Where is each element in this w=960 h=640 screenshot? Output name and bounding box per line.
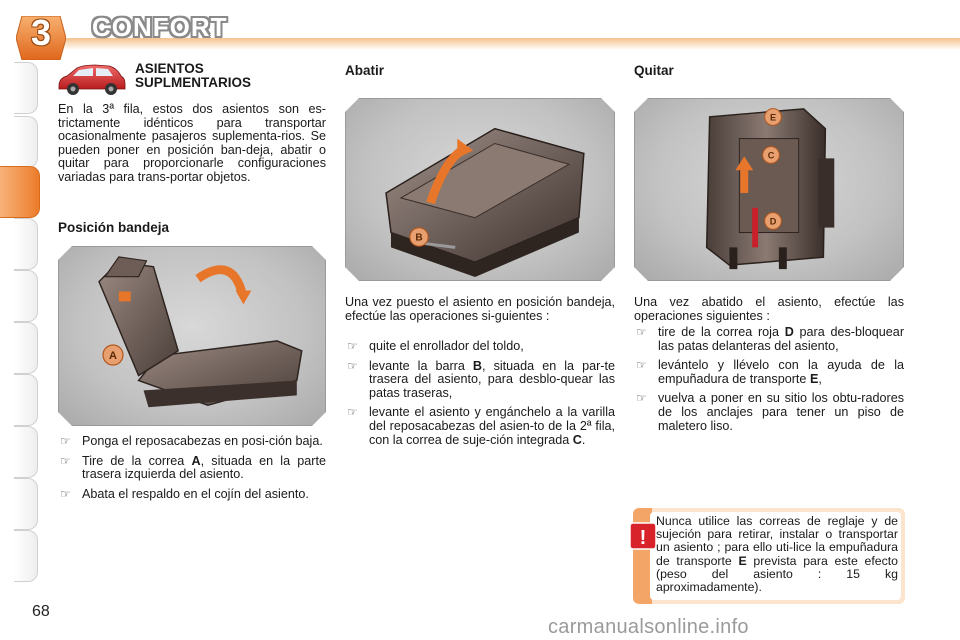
- middle-intro-paragraph: Una vez puesto el asiento en posición bandeja, efectúe las operaciones si-guientes :: [345, 295, 615, 323]
- chapter-tab-9[interactable]: [14, 478, 38, 530]
- pointing-hand-icon: ☞: [347, 358, 358, 373]
- bullet-text-post: ,: [818, 371, 822, 386]
- warning-text-bold: E: [738, 553, 747, 568]
- bullet-text-bold: B: [472, 358, 483, 373]
- bullet-text-bold: C: [572, 432, 582, 447]
- bullet-text: Ponga el reposacabezas en posi-ción baja.: [82, 434, 323, 448]
- chapter-tab-6[interactable]: [14, 322, 38, 374]
- pointing-hand-icon: ☞: [347, 339, 358, 353]
- bullet-text-pre: tire de la correa roja: [658, 325, 785, 339]
- chapter-tab-3-active[interactable]: [0, 166, 40, 218]
- left-bullet-list: [58, 435, 326, 507]
- list-item: [634, 392, 904, 433]
- pointing-hand-icon: ☞: [636, 391, 647, 406]
- callout-b-label: B: [415, 232, 423, 244]
- bullet-text: quite el enrollador del toldo,: [369, 339, 524, 353]
- bullet-text-bold: A: [191, 453, 201, 468]
- callout-c-label: C: [767, 150, 775, 161]
- callout-c-icon: [761, 145, 781, 165]
- list-item: [58, 455, 326, 482]
- callout-a-label: A: [109, 350, 117, 362]
- chapter-tab-1[interactable]: [14, 62, 38, 114]
- bullet-text: [658, 325, 904, 353]
- chapter-tab-7[interactable]: [14, 374, 38, 426]
- callout-b-icon: [408, 226, 430, 248]
- bullet-text: vuelva a poner en su sitio los obtu-radores de los anclajes para tener un piso de maletero liso.: [658, 391, 904, 433]
- exclamation-icon: [629, 522, 657, 550]
- pointing-hand-icon: ☞: [60, 486, 71, 501]
- page-title: CONFORT: [92, 12, 228, 42]
- bullet-text: [82, 454, 326, 482]
- pointing-hand-icon: ☞: [60, 453, 71, 468]
- chapter-tab-4[interactable]: [14, 218, 38, 270]
- list-item: [58, 488, 326, 502]
- heading-abatir: Abatir: [345, 63, 385, 78]
- callout-d-label: D: [769, 216, 777, 227]
- warning-text: [656, 515, 898, 594]
- warning-icon-label: !: [639, 527, 647, 549]
- page-header: [0, 0, 960, 53]
- bullet-text: Abata el respaldo en el cojín del asiento.: [82, 486, 309, 501]
- callout-e-label: E: [769, 112, 777, 123]
- list-item: [345, 406, 615, 447]
- pointing-hand-icon: ☞: [60, 434, 71, 448]
- bullet-text-pre: levántelo y llévelo con la ayuda de la empuñadura de transporte: [658, 358, 904, 386]
- pointing-hand-icon: ☞: [347, 405, 358, 420]
- bullet-text-pre: levante el asiento y engánchelo a la varilla del reposacabezas del asien-to de la 2ª fila, con la correa de suje-ción integrada: [369, 405, 615, 447]
- chapter-number: 3: [30, 12, 52, 53]
- list-item: [345, 360, 615, 401]
- callout-d-icon: [763, 211, 783, 231]
- bullet-text-post: .: [581, 432, 586, 447]
- chapter-tab-2[interactable]: [14, 116, 38, 168]
- list-item: [345, 340, 615, 354]
- chapter-tab-10[interactable]: [14, 530, 38, 582]
- bullet-text-pre: Tire de la correa: [82, 453, 192, 468]
- warning-text-pre: Nunca utilice las correas de reglaje y de sujeción para retirar, instalar o transportar un asiento ; para ello uti-lice la empuñadura de transporte: [656, 514, 898, 568]
- seat-remove-image: [634, 98, 904, 281]
- list-item: [634, 359, 904, 386]
- subheading-posicion-bandeja: Posición bandeja: [58, 220, 170, 235]
- list-item: [58, 435, 326, 449]
- list-item: [634, 326, 904, 353]
- right-bullet-list: [634, 326, 904, 439]
- bullet-text-post: , situada en la par-te trasera del asiento, para desblo-quear las patas traseras,: [369, 358, 615, 400]
- bullet-text-pre: levante la barra: [369, 358, 473, 373]
- warning-text-post: prevista para este efecto (peso del asiento : 15 kg aproximadamente).: [656, 553, 898, 595]
- intro-paragraph: En la 3ª fila, estos dos asientos son es-trictamente idénticos para transportar ocasionalmente pasajeros suplementa-rios. Se pueden poner en posición ban-deja, abatir o quitar para proporcionarle configuraciones variadas para trans-portar objetos.: [58, 102, 326, 184]
- middle-bullet-list: [345, 340, 615, 453]
- seat-fold-illustration: [346, 99, 614, 280]
- bullet-text-bold: E: [809, 371, 819, 386]
- callout-e-icon: [763, 107, 783, 127]
- bullet-text: [658, 358, 904, 386]
- bullet-text: [369, 359, 615, 400]
- right-intro-paragraph: Una vez abatido el asiento, efectúe las operaciones siguientes :: [634, 295, 904, 323]
- car-icon: [55, 62, 127, 98]
- pointing-hand-icon: ☞: [636, 358, 647, 373]
- seat-tray-image: [58, 246, 326, 426]
- callout-a-icon: [101, 343, 125, 367]
- watermark[interactable]: carmanualsonline.info: [548, 616, 749, 638]
- bullet-text-bold: D: [784, 325, 794, 339]
- bullet-text: [369, 405, 615, 446]
- section-title-line1: ASIENTOS: [135, 61, 204, 76]
- chapter-tab-5[interactable]: [14, 270, 38, 322]
- chapter-tab-8[interactable]: [14, 426, 38, 478]
- page-number: 68: [32, 603, 50, 620]
- bullet-text-post: , situada en la parte trasera izquierda del asiento.: [82, 453, 326, 482]
- seat-fold-image: [345, 98, 615, 281]
- heading-quitar: Quitar: [634, 63, 674, 78]
- pointing-hand-icon: ☞: [636, 325, 647, 339]
- section-title-line2: SUPLMENTARIOS: [135, 75, 252, 90]
- seat-tray-illustration: [59, 247, 325, 425]
- section-title: [135, 62, 251, 90]
- bullet-text-post: para des-bloquear las patas delanteras del asiento,: [658, 325, 905, 353]
